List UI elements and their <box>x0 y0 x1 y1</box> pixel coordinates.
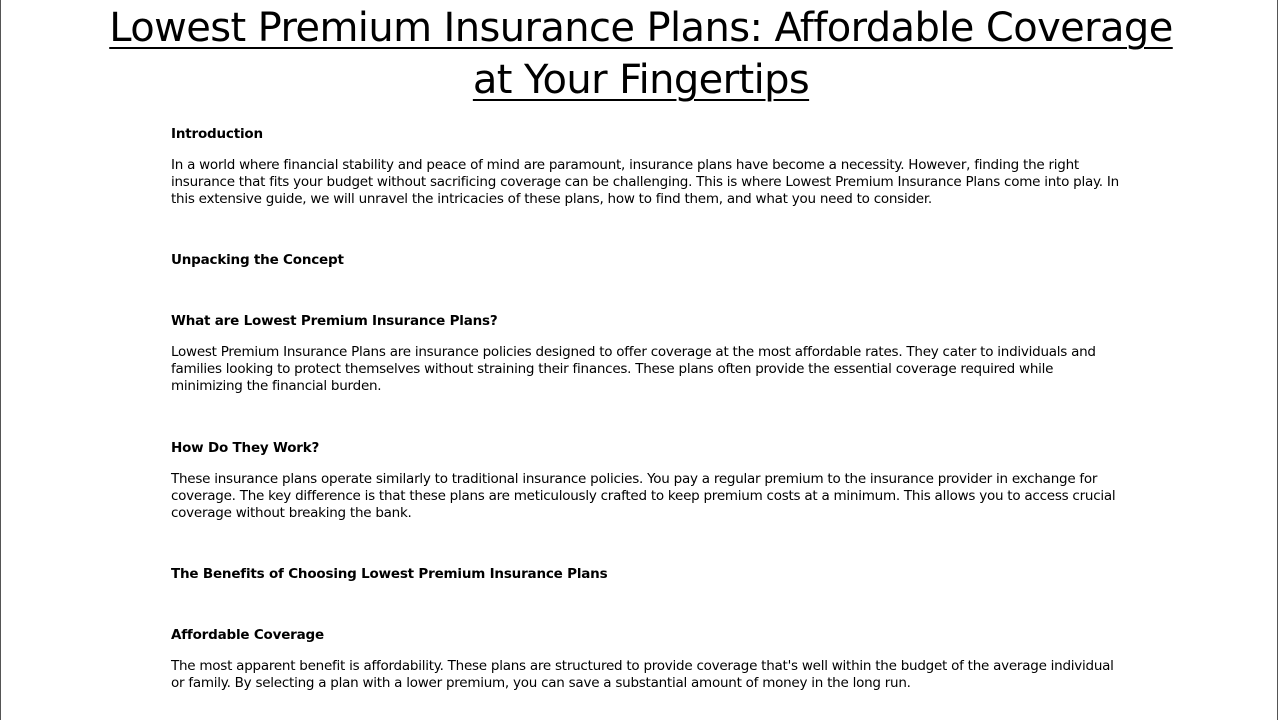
section-heading-affordable-coverage: Affordable Coverage <box>171 627 324 643</box>
page-title: Lowest Premium Insurance Plans: Affordable Coverage at Your Fingertips <box>109 5 1173 103</box>
section-heading-unpacking-the-concept: Unpacking the Concept <box>171 252 344 268</box>
section-heading-what-are-plans: What are Lowest Premium Insurance Plans? <box>171 313 498 329</box>
section-heading-introduction: Introduction <box>171 126 263 142</box>
paragraph-how-do-they-work: These insurance plans operate similarly to traditional insurance policies. You pay a regular premium to the insurance provider in exchange for coverage. The key difference is that these plans are meticulously crafted to keep premium costs at a minimum. This allows you to access crucial coverage without breaking the bank. <box>171 471 1116 521</box>
paragraph-what-are-plans: Lowest Premium Insurance Plans are insurance policies designed to offer coverage at the most affordable rates. They cater to individuals and families looking to protect themselves without straining their finances. These plans often provide the essential coverage required while minimizing the financial burden. <box>171 344 1096 394</box>
paragraph-affordable-coverage: The most apparent benefit is affordability. These plans are structured to provide coverage that's well within the budget of the average individual or family. By selecting a plan with a lower premium, you can save a substantial amount of money in the long run. <box>171 658 1114 691</box>
section-heading-how-do-they-work: How Do They Work? <box>171 440 320 456</box>
section-heading-benefits: The Benefits of Choosing Lowest Premium Insurance Plans <box>171 566 608 582</box>
paragraph-introduction: In a world where financial stability and peace of mind are paramount, insurance plans have become a necessity. However, finding the right insurance that fits your budget without sacrificing coverage can be challenging. This is where Lowest Premium Insurance Plans come into play. In this extensive guide, we will unravel the intricacies of these plans, how to find them, and what you need to consider. <box>171 157 1119 207</box>
